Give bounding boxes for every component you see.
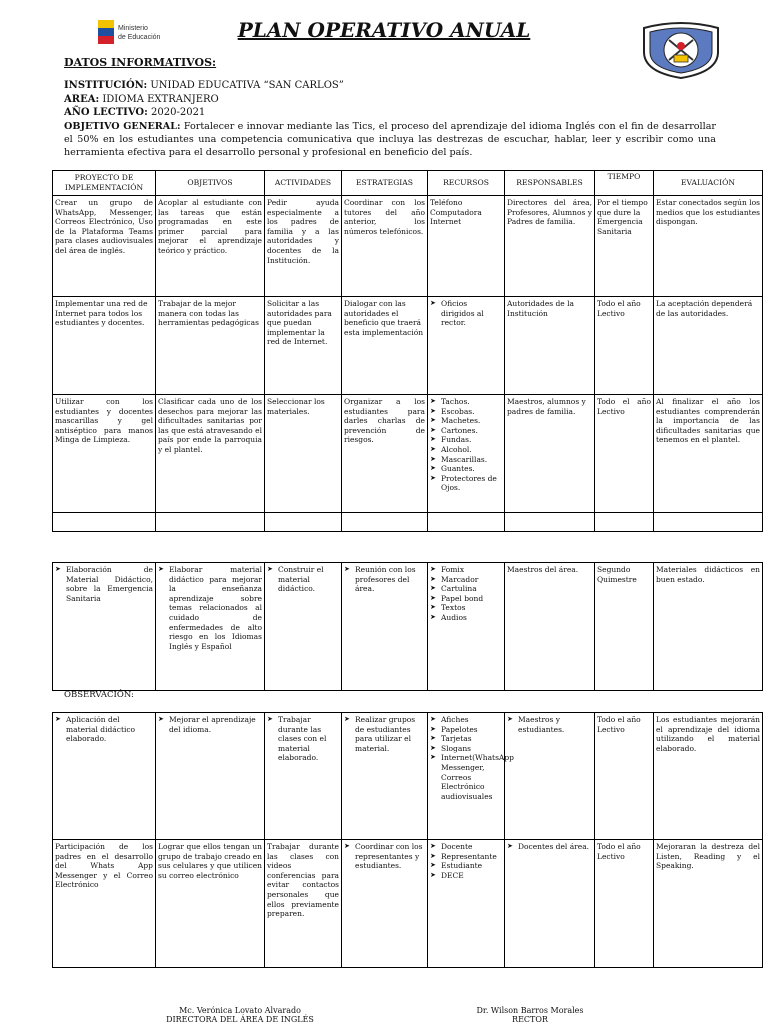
table-cell: Trabajar durante las clases con videos conferencias para evitar contactos personales que ellos previamente preparen. [265,840,342,968]
table-cell: Segundo Quimestre [595,563,654,691]
table-cell: Directores del área, Profesores, Alumnos y Padres de familia. [505,196,595,297]
list-item: ➤ Docente [430,842,502,852]
bullet-list [507,715,592,734]
list-item: ➤ Afiches [430,715,502,725]
page-title: PLAN OPERATIVO ANUAL [237,18,531,42]
list-item: ➤ Textos [430,603,502,613]
area-line: AREA: IDIOMA EXTRANJERO [64,94,219,105]
table-cell: Clasificar cada uno de los desechos para mejorar las dificultades sanitarias por las que está atravesando el país por ende la parroquia y el plantel. [156,395,265,513]
list-item: ➤ Estudiante [430,861,502,871]
bullet-list [158,565,262,651]
table-cell [428,395,505,513]
list-item: ➤ Coordinar con los representantes y estudiantes. [344,842,425,871]
signature-block [430,1006,630,1024]
table-cell: Materiales didácticos en buen estado. [654,563,763,691]
col-header: RECURSOS [428,171,505,196]
objetivo-general: OBJETIVO GENERAL: Fortalecer e innovar mediante las Tics, el proceso del aprendizaje del idioma Inglés con el fin de desarrollar el 50% en los estudiantes una competencia comunicativa que incluya las destrezas de escuchar, hablar, leer y escribir como una herramienta efectiva para el desarrollo personal y profesional en beneficio del país. [64,121,716,158]
bullet-list [344,715,425,753]
lectivo-value: 2020-2021 [151,107,206,118]
table-cell: Coordinar con los tutores del año anterior, los números telefónicos. [342,196,428,297]
col-header: TIEMPO [595,171,654,196]
list-item: ➤ Realizar grupos de estudiantes para utilizar el material. [344,715,425,753]
table-cell: Maestros del área. [505,563,595,691]
bullet-list [55,565,153,603]
table-cell: Participación de los padres en el desarrollo del Whats App Messenger y el Correo Electrónico [53,840,156,968]
table-cell: Seleccionar los materiales. [265,395,342,513]
bullet-list [344,842,425,871]
table-cell: Dialogar con las autoridades el beneficio que traerá esta implementación [342,297,428,395]
observacion-label: OBSERVACIÓN: [64,690,134,700]
list-item: ➤ Protectores de Ojos. [430,474,502,493]
list-item: ➤ Cartones. [430,426,502,436]
table-header-row [53,171,763,196]
table-cell: Crear un grupo de WhatsApp, Messenger, Correos Electrónico, Uso de la Plataforma Teams para clases audiovisuales del área de inglés. [53,196,156,297]
table-cell [428,840,505,968]
table-cell: Implementar una red de Internet para todos los estudiantes y docentes. [53,297,156,395]
table-row-empty [53,513,763,532]
table-cell: Todo el año Lectivo [595,297,654,395]
list-item: ➤ Escobas. [430,407,502,417]
list-item: ➤ Tachos. [430,397,502,407]
table-cell: Todo el año Lectivo [595,840,654,968]
table-cell [156,713,265,840]
list-item: ➤ Fundas. [430,435,502,445]
col-header: ACTIVIDADES [265,171,342,196]
institucion-value: UNIDAD EDUCATIVA “SAN CARLOS” [150,80,344,91]
bullet-list [430,842,502,880]
bullet-list [507,842,592,852]
table-cell: Acoplar al estudiante con las tareas que están programadas en este primer parcial para mejorar el aprendizaje teórico y práctico. [156,196,265,297]
table-cell [428,713,514,840]
institucion-line: INSTITUCIÓN: UNIDAD EDUCATIVA “SAN CARLOS” [64,80,344,91]
table-cell: Mejoraran la destreza del Listen, Reading y el Speaking. [654,840,763,968]
objetivo-label: OBJETIVO GENERAL [64,121,177,132]
col-header: EVALUACIÓN [654,171,763,196]
list-item: ➤ Slogans [430,744,502,754]
lectivo-line: AÑO LECTIVO: 2020-2021 [64,107,206,118]
bullet-list [267,715,339,763]
table-cell [53,563,156,691]
table-row [53,563,763,691]
signature-role: RECTOR [512,1015,548,1024]
signature-name: Dr. Wilson Barros Morales [476,1006,584,1015]
table-cell [505,713,595,840]
list-item: ➤ Marcador [430,575,502,585]
list-item: ➤ Cartulina [430,584,502,594]
table-cell: Estar conectados según los medios que los estudiantes dispongan. [654,196,763,297]
list-item: ➤ Aplicación del material didáctico elaborado. [55,715,153,744]
bullet-list [430,565,502,623]
list-item: ➤ Papelotes [430,725,502,735]
table-cell: Al finalizar el año los estudiantes comprenderán la importancia de las dificultades sanitarias que tenemos en el plantel. [654,395,763,513]
lectivo-label: AÑO LECTIVO [64,107,145,118]
list-item: ➤ Tarjetas [430,734,502,744]
bullet-list [430,397,502,493]
list-item: ➤ Fomix [430,565,502,575]
list-item: ➤ Audios [430,613,502,623]
list-item: ➤ Reunión con los profesores del área. [344,565,425,594]
col-header: ESTRATEGIAS [342,171,428,196]
list-item: ➤ Mascarillas. [430,455,502,465]
signature-block [140,1006,340,1024]
list-item: ➤ Papel bond [430,594,502,604]
table-row [53,297,763,395]
plan-table-3 [52,712,763,968]
table-cell: Maestros, alumnos y padres de familia. [505,395,595,513]
table-cell: Por el tiempo que dure la Emergencia Sanitaria [595,196,654,297]
table-cell: Todo el año Lectivo [595,395,654,513]
table-cell [53,713,156,840]
signature-name: Mc. Verónica Lovato Alvarado [179,1006,301,1015]
bullet-list [344,565,425,594]
area-value: IDIOMA EXTRANJERO [102,94,219,105]
table-cell: Autoridades de la Institución [505,297,595,395]
list-item: ➤ Construir el material didáctico. [267,565,339,594]
table-cell [505,840,595,968]
table-cell: Teléfono Computadora Internet [428,196,505,297]
list-item: ➤ Maestros y estudiantes. [507,715,592,734]
table-row [53,196,763,297]
table-cell: La aceptación dependerá de las autoridades. [654,297,763,395]
list-item: ➤ Representante [430,852,502,862]
bullet-list [430,299,502,328]
table-cell [342,840,428,968]
objetivo-value: Fortalecer e innovar mediante las Tics, el proceso del aprendizaje del idioma Inglés con el fin de desarrollar el 50% en los estudiantes una competencia comunicativa que incluya las destrezas de escuchar, hablar, leer y escribir como una herramienta efectiva para el desarrollo personal y profesional en beneficio del país. [64,121,716,158]
list-item: ➤ Machetes. [430,416,502,426]
list-item: ➤ DECE [430,871,502,881]
list-item: ➤ Alcohol. [430,445,502,455]
signature-role: DIRECTORA DEL ÁREA DE INGLÉS [166,1015,314,1024]
list-item: ➤ Internet(WhatsApp Messenger, Correos Electrónico audiovisuales [430,753,502,801]
list-item: ➤ Trabajar durante las clases con el material elaborado. [267,715,339,763]
table-row [53,395,763,513]
list-item: ➤ Elaborar material didáctico para mejorar la enseñanza aprendizaje sobre temas relacionados al cuidado de enfermedades de alto riesgo en los Idiomas Inglés y Español [158,565,262,651]
table-cell [342,713,428,840]
table-cell [156,563,265,691]
table-cell [265,713,342,840]
plan-table-2 [52,562,763,691]
table-cell [428,297,505,395]
table-row [53,713,763,840]
table-cell: Trabajar de la mejor manera con todas las herramientas pedagógicas [156,297,265,395]
bullet-list [430,715,514,801]
col-header: RESPONSABLES [505,171,595,196]
logo-line-1: Ministerio [118,25,148,32]
col-header: OBJETIVOS [156,171,265,196]
logo-line-2: de Educación [118,34,161,41]
list-item: ➤ Elaboración de Material Didáctico, sobre la Emergencia Sanitaria [55,565,153,603]
bullet-list [55,715,153,744]
table-row [53,840,763,968]
list-item: ➤ Docentes del área. [507,842,592,852]
list-item: ➤ Oficios dirigidos al rector. [430,299,502,328]
area-label: AREA [64,94,96,105]
table-cell: Solicitar a las autoridades para que puedan implementar la red de Internet. [265,297,342,395]
list-item: ➤ Mejorar el aprendizaje del idioma. [158,715,262,734]
list-item: ➤ Guantes. [430,464,502,474]
table-cell: Lograr que ellos tengan un grupo de trabajo creado en sus celulares y que utilicen su correo electrónico [156,840,265,968]
bullet-list [158,715,262,734]
table-cell: Pedir ayuda especialmente a los padres de familia y a las autoridades y docentes de la Institución. [265,196,342,297]
table-cell [428,563,505,691]
col-header: PROYECTO DE IMPLEMENTACIÓN [53,171,156,196]
plan-table [52,170,763,532]
table-cell: Los estudiantes mejorarán el aprendizaje del idioma utilizando el material elaborado. [654,713,763,840]
datos-heading: DATOS INFORMATIVOS: [64,56,217,69]
table-cell [342,563,428,691]
bullet-list [267,565,339,594]
table-cell [265,563,342,691]
table-cell: Todo el año Lectivo [595,713,654,840]
institucion-label: INSTITUCIÓN [64,80,144,91]
table-cell: Utilizar con los estudiantes y docentes mascarillas y gel antiséptico para manos Minga de Limpieza. [53,395,156,513]
table-cell: Organizar a los estudiantes para darles charlas de prevención de riesgos. [342,395,428,513]
